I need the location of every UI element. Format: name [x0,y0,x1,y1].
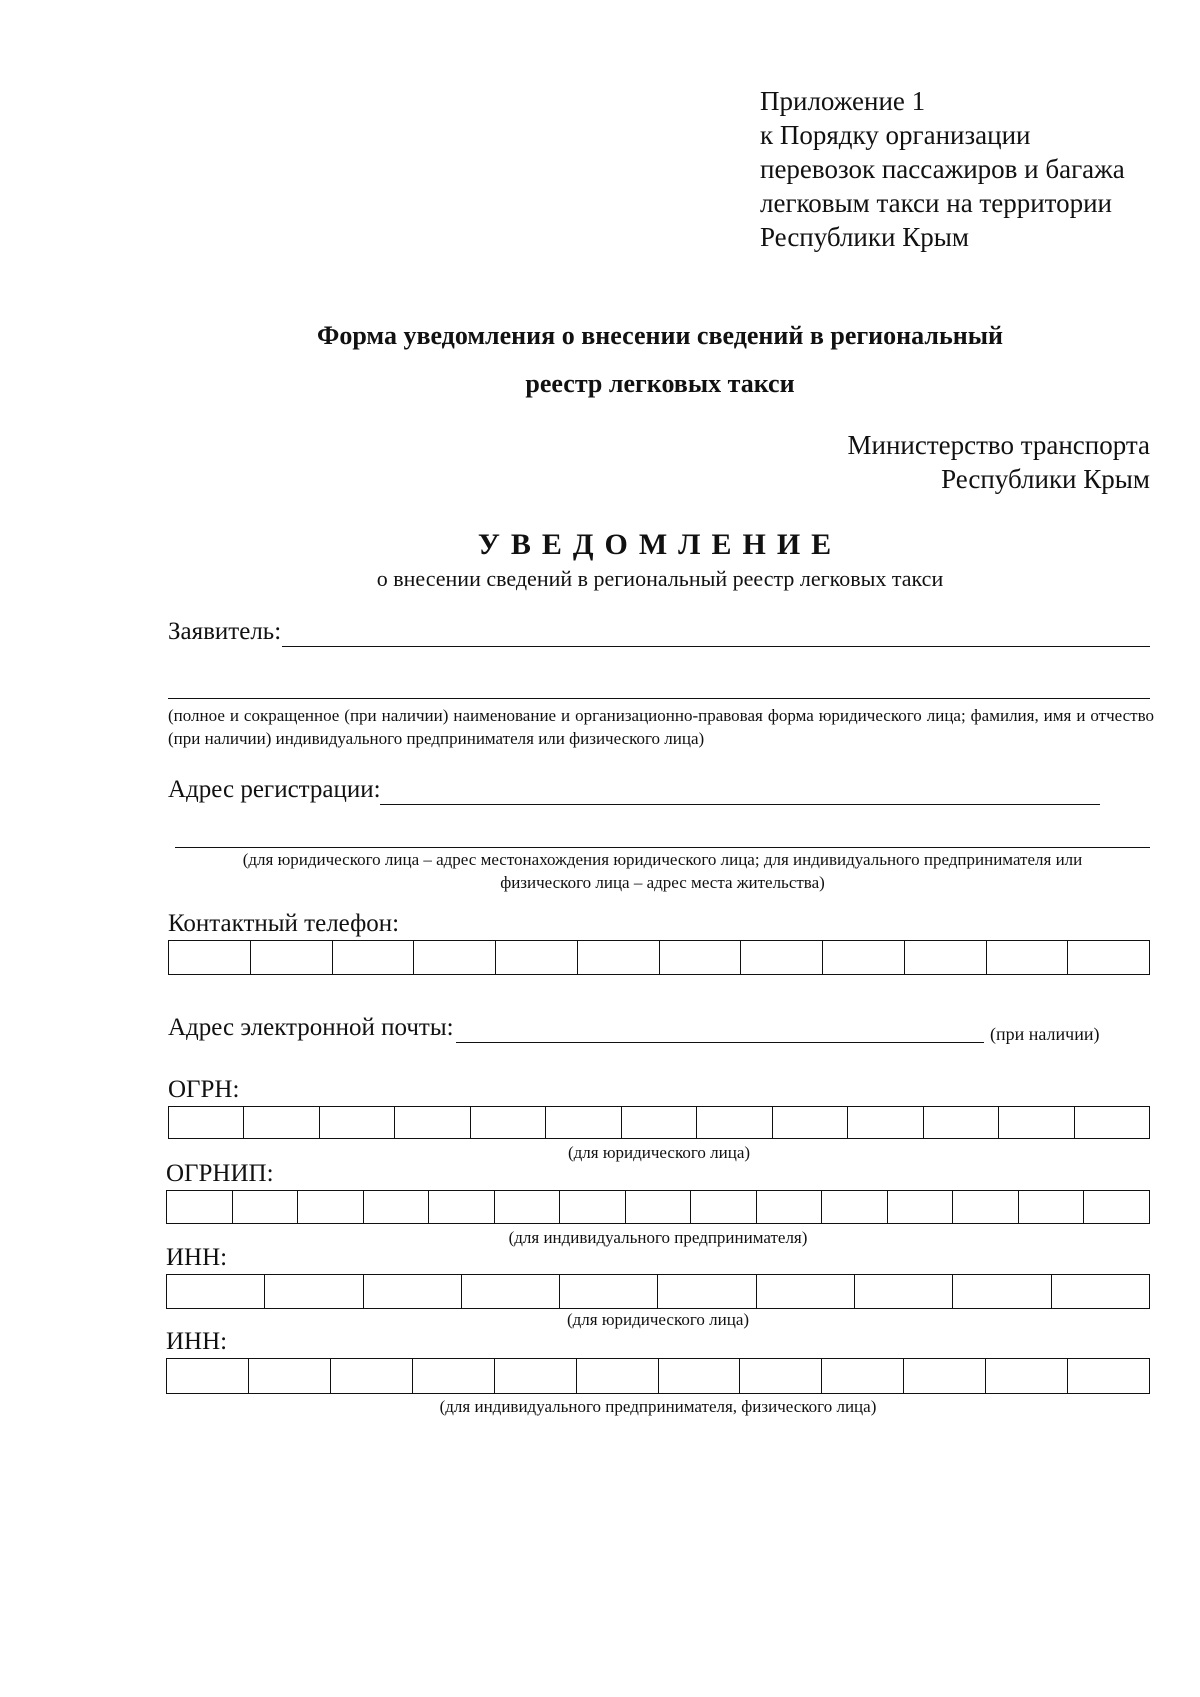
digit-cell[interactable] [773,1107,848,1138]
appendix-line: перевозок пассажиров и багажа [760,154,1125,184]
digit-cell[interactable] [233,1191,299,1223]
digit-cell[interactable] [560,1191,626,1223]
ogrn-label: ОГРН: [168,1076,240,1103]
registration-address-field-line1[interactable] [380,804,1100,805]
registration-address-hint-line: физического лица – адрес места жительства) [500,873,825,892]
digit-cell[interactable] [462,1275,560,1308]
registration-address-hint-line: (для юридического лица – адрес местонахождения юридического лица; для индивидуального предпринимателя или [242,850,1083,869]
digit-cell[interactable] [658,1275,756,1308]
digit-cell[interactable] [167,1359,249,1393]
digit-cell[interactable] [1068,941,1149,974]
digit-cell[interactable] [904,1359,986,1393]
digit-cell[interactable] [855,1275,953,1308]
digit-cell[interactable] [169,1107,244,1138]
digit-cell[interactable] [320,1107,395,1138]
phone-grid[interactable] [168,940,1150,975]
appendix-line: Республики Крым [760,222,969,252]
recipient-line: Республики Крым [941,464,1150,494]
digit-cell[interactable] [364,1275,462,1308]
phone-label: Контактный телефон: [168,910,400,937]
digit-cell[interactable] [905,941,987,974]
ogrnip-label: ОГРНИП: [166,1160,274,1187]
digit-cell[interactable] [298,1191,364,1223]
digit-cell[interactable] [429,1191,495,1223]
digit-cell[interactable] [1068,1359,1149,1393]
notice-heading: УВЕДОМЛЕНИЕ [477,528,843,561]
inn-legal-grid[interactable] [166,1274,1150,1309]
appendix-line: к Порядку организации [760,120,1031,150]
digit-cell[interactable] [740,1359,822,1393]
appendix-line: легковым такси на территории [760,188,1113,218]
digit-cell[interactable] [577,1359,659,1393]
digit-cell[interactable] [741,941,823,974]
form-title-line: реестр легковых такси [525,369,795,398]
digit-cell[interactable] [495,1359,577,1393]
appendix-note [760,84,1125,254]
digit-cell[interactable] [395,1107,470,1138]
digit-cell[interactable] [364,1191,430,1223]
digit-cell[interactable] [495,1191,561,1223]
digit-cell[interactable] [757,1191,823,1223]
inn-legal-label: ИНН: [166,1244,228,1271]
digit-cell[interactable] [251,941,333,974]
digit-cell[interactable] [471,1107,546,1138]
digit-cell[interactable] [331,1359,413,1393]
appendix-line: Приложение 1 [760,86,926,116]
digit-cell[interactable] [697,1107,772,1138]
recipient-line: Министерство транспорта [847,430,1150,460]
digit-cell[interactable] [244,1107,319,1138]
digit-cell[interactable] [888,1191,954,1223]
digit-cell[interactable] [691,1191,757,1223]
notice-subheading: о внесении сведений в региональный реестр легковых такси [376,566,944,591]
digit-cell[interactable] [496,941,578,974]
digit-cell[interactable] [249,1359,331,1393]
digit-cell[interactable] [560,1275,658,1308]
digit-cell[interactable] [823,941,905,974]
digit-cell[interactable] [626,1191,692,1223]
email-note: (при наличии) [990,1024,1100,1044]
digit-cell[interactable] [822,1191,888,1223]
digit-cell[interactable] [659,1359,741,1393]
registration-address-label: Адрес регистрации: [168,776,381,803]
digit-cell[interactable] [953,1191,1019,1223]
digit-cell[interactable] [414,941,496,974]
digit-cell[interactable] [822,1359,904,1393]
ogrn-grid[interactable] [168,1106,1150,1139]
inn-individual-hint: (для индивидуального предпринимателя, физического лица) [439,1397,877,1416]
digit-cell[interactable] [848,1107,923,1138]
digit-cell[interactable] [413,1359,495,1393]
inn-legal-hint: (для юридического лица) [566,1310,750,1329]
ogrnip-hint: (для индивидуального предпринимателя) [508,1228,808,1247]
digit-cell[interactable] [1084,1191,1149,1223]
digit-cell[interactable] [1052,1275,1149,1308]
digit-cell[interactable] [987,941,1069,974]
inn-individual-label: ИНН: [166,1328,228,1355]
digit-cell[interactable] [169,941,251,974]
form-title-line: Форма уведомления о внесении сведений в региональный [317,321,1003,350]
digit-cell[interactable] [622,1107,697,1138]
digit-cell[interactable] [986,1359,1068,1393]
digit-cell[interactable] [167,1275,265,1308]
digit-cell[interactable] [999,1107,1074,1138]
digit-cell[interactable] [546,1107,621,1138]
digit-cell[interactable] [578,941,660,974]
ogrnip-grid[interactable] [166,1190,1150,1224]
digit-cell[interactable] [265,1275,363,1308]
applicant-label: Заявитель: [168,618,282,645]
digit-cell[interactable] [1075,1107,1149,1138]
form-title [0,312,1200,408]
registration-address-hint [175,848,1150,894]
digit-cell[interactable] [333,941,415,974]
digit-cell[interactable] [757,1275,855,1308]
digit-cell[interactable] [167,1191,233,1223]
applicant-field-line2[interactable] [168,698,1150,699]
digit-cell[interactable] [924,1107,999,1138]
email-field[interactable] [456,1042,984,1043]
digit-cell[interactable] [1019,1191,1085,1223]
recipient [848,428,1150,496]
applicant-field-line1[interactable] [282,646,1150,647]
applicant-hint: (полное и сокращенное (при наличии) наименование и организационно-правовая форма юридического лица; фамилия, имя и отчество (при наличии) индивидуального предпринимателя или физического лица) [168,706,1154,748]
digit-cell[interactable] [660,941,742,974]
ogrn-hint: (для юридического лица) [567,1143,751,1162]
email-label: Адрес электронной почты: [168,1014,454,1041]
inn-individual-grid[interactable] [166,1358,1150,1394]
digit-cell[interactable] [953,1275,1051,1308]
